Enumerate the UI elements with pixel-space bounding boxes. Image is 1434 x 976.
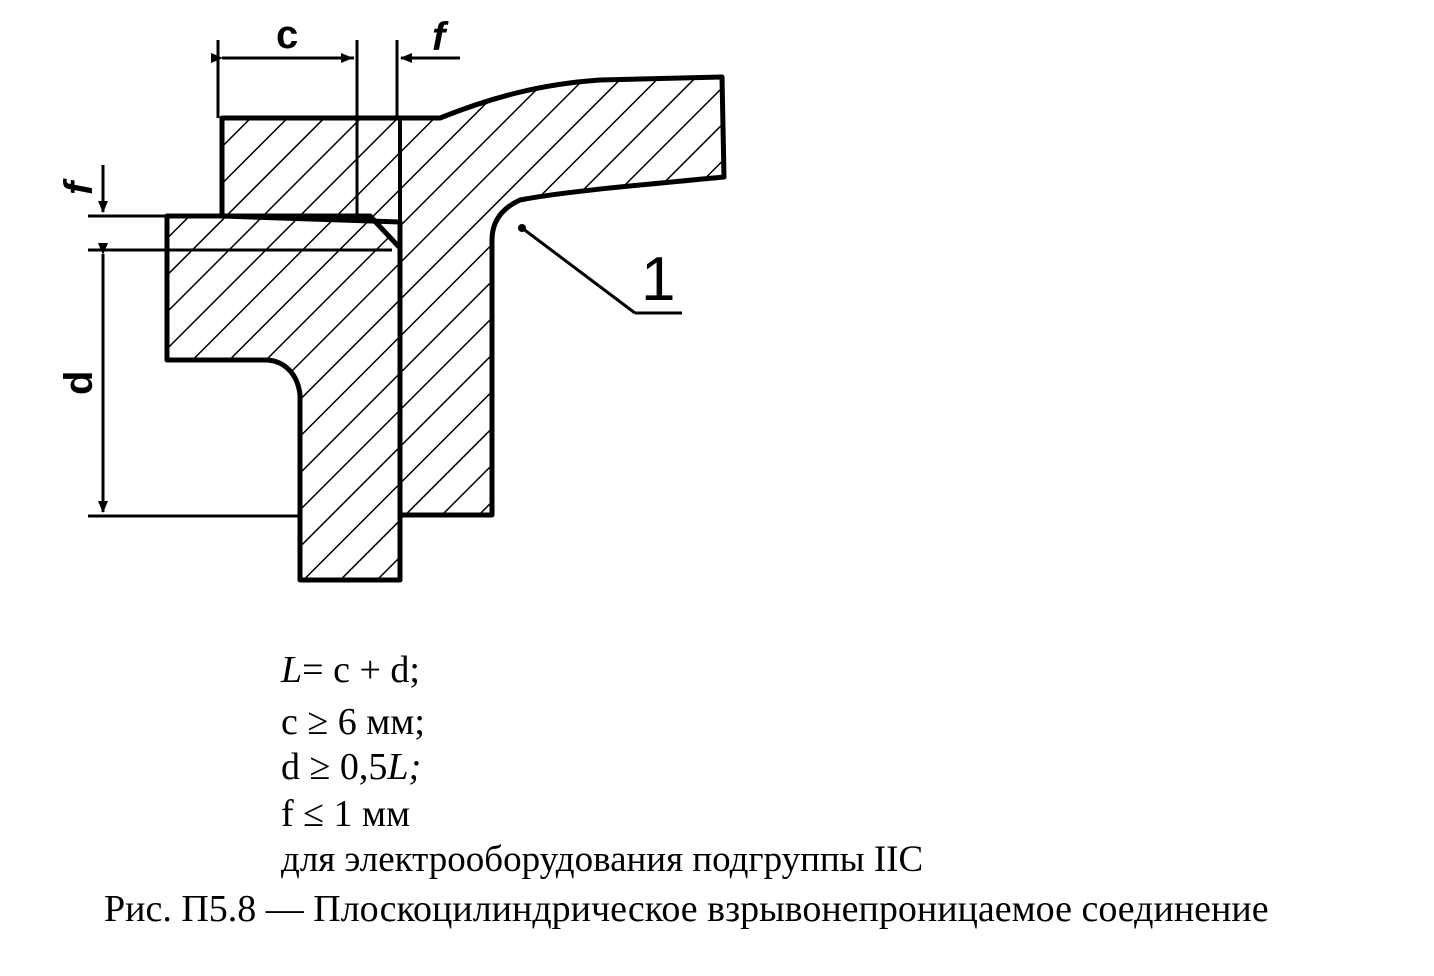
formula-length [281, 651, 420, 689]
insert-part [167, 216, 400, 580]
dim-label-f-left: f [57, 181, 101, 195]
formula-d-expr: d ≥ 0,5 [281, 746, 388, 788]
formula-length-var: L [281, 649, 303, 691]
formula-f: f ≤ 1 мм [281, 793, 411, 835]
dim-label-f-top: f [432, 15, 446, 59]
subgroup-note: для электрооборудования подгруппы IIC [281, 839, 924, 880]
formula-d [281, 748, 421, 786]
dim-label-c: c [276, 13, 299, 57]
figure-caption: Рис. П5.8 — Плоскоцилиндрическое взрывонепроницаемое соединение [104, 888, 1269, 930]
dim-label-d: d [57, 370, 101, 395]
callout-leader [522, 228, 635, 313]
formula-c: c ≥ 6 мм; [281, 701, 425, 743]
formula-length-expr: = c + d; [302, 649, 420, 691]
callout-label-1: 1 [641, 245, 676, 314]
formula-d-var: L; [387, 746, 422, 788]
